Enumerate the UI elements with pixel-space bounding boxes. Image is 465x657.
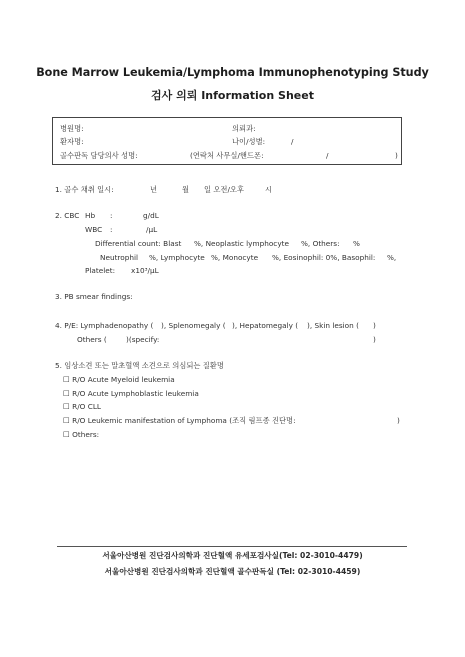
platelet-label: Platelet:	[85, 266, 116, 275]
section-1-day-ampm: 일 오전/오후	[204, 185, 245, 194]
age-sex-field-label: 나이/성별:	[232, 137, 266, 146]
patient-field-label: 환자명:	[60, 137, 84, 146]
contact-close: )	[395, 151, 398, 160]
diff-others-percent: %	[353, 239, 360, 248]
checkbox-icon[interactable]: ☐	[63, 389, 70, 398]
option-others[interactable]	[63, 430, 99, 439]
pe-skin-lesion-close: )	[373, 321, 376, 330]
option-aml[interactable]	[63, 375, 175, 384]
hospital-field-label: 병원명:	[60, 124, 84, 133]
section-3-label: 3. PB smear findings:	[55, 292, 133, 301]
section-1-label: 1. 골수 채취 일시:	[55, 185, 114, 194]
wbc-unit: /μL	[146, 225, 158, 234]
checkbox-icon[interactable]: ☐	[63, 430, 70, 439]
pe-specify-close: )	[373, 335, 376, 344]
footer-divider	[57, 546, 407, 547]
pe-splenomegaly: ), Splenomegaly (	[161, 321, 226, 330]
section-2-cbc-label: 2. CBC	[55, 211, 80, 220]
diff-count-blast: Differential count: Blast	[95, 239, 182, 248]
document-subtitle: 검사 의뢰 Information Sheet	[151, 89, 314, 102]
platelet-unit: x10³/μL	[131, 266, 159, 275]
section-5-label: 5. 임상소견 또는 말초혈액 소견으로 의심되는 질환명	[55, 361, 224, 370]
hb-colon: :	[110, 211, 113, 220]
footer-bm-reading-room: 서울아산병원 진단검사의학과 진단혈액 골수판독실 (Tel: 02-3010-4459)	[104, 567, 361, 576]
pe-skin-lesion: ), Skin lesion (	[307, 321, 359, 330]
section-1-month: 월	[182, 185, 190, 194]
checkbox-icon[interactable]: ☐	[63, 402, 70, 411]
diff-neoplastic-lymphocyte: %, Neoplastic lymphocyte	[194, 239, 289, 248]
diff-neutrophil: Neutrophil	[100, 253, 139, 262]
pe-lymphadenopathy: 4. P/E: Lymphadenopathy (	[55, 321, 154, 330]
wbc-label: WBC	[85, 225, 103, 234]
option-cll[interactable]	[63, 402, 101, 411]
contact-field-label: (연락처 사무실/핸드폰:	[190, 151, 264, 160]
option-cll-label: R/O CLL	[72, 402, 101, 411]
department-field-label: 의뢰과:	[232, 124, 256, 133]
doctor-field-label: 골수판독 담당의사 성명:	[60, 151, 138, 160]
diff-basophil-percent: %,	[387, 253, 397, 262]
pe-specify: )(specify:	[126, 335, 160, 344]
option-lymphoma-close: )	[397, 416, 400, 425]
option-lymphoma-label: R/O Leukemic manifestation of Lymphoma (조직 림프종 진단명:	[72, 416, 296, 425]
document-title: Bone Marrow Leukemia/Lymphoma Immunophenotyping Study	[36, 66, 429, 79]
option-all[interactable]	[63, 389, 199, 398]
diff-lymphocyte: %, Lymphocyte	[149, 253, 205, 262]
pe-others: Others (	[77, 335, 107, 344]
option-others-label: Others:	[72, 430, 100, 439]
contact-slash: /	[326, 151, 329, 160]
diff-eosinophil-basophil: %, Eosinophil: 0%, Basophil:	[272, 253, 376, 262]
footer-flow-lab: 서울아산병원 진단검사의학과 진단혈액 유세포검사실(Tel: 02-3010-4479)	[102, 551, 363, 560]
option-lymphoma[interactable]	[63, 416, 296, 426]
age-sex-slash: /	[291, 137, 294, 146]
hb-unit: g/dL	[143, 211, 159, 220]
hb-label: Hb	[85, 211, 96, 220]
wbc-colon: :	[110, 225, 113, 234]
checkbox-icon[interactable]: ☐	[63, 416, 70, 425]
diff-monocyte: %, Monocyte	[211, 253, 259, 262]
option-aml-label: R/O Acute Myeloid leukemia	[72, 375, 175, 384]
diff-others: %, Others:	[301, 239, 340, 248]
pe-hepatomegaly: ), Hepatomegaly (	[232, 321, 299, 330]
section-1-year: 년	[150, 185, 158, 194]
section-1-hour: 시	[265, 185, 273, 194]
option-all-label: R/O Acute Lymphoblastic leukemia	[72, 389, 199, 398]
checkbox-icon[interactable]: ☐	[63, 375, 70, 384]
